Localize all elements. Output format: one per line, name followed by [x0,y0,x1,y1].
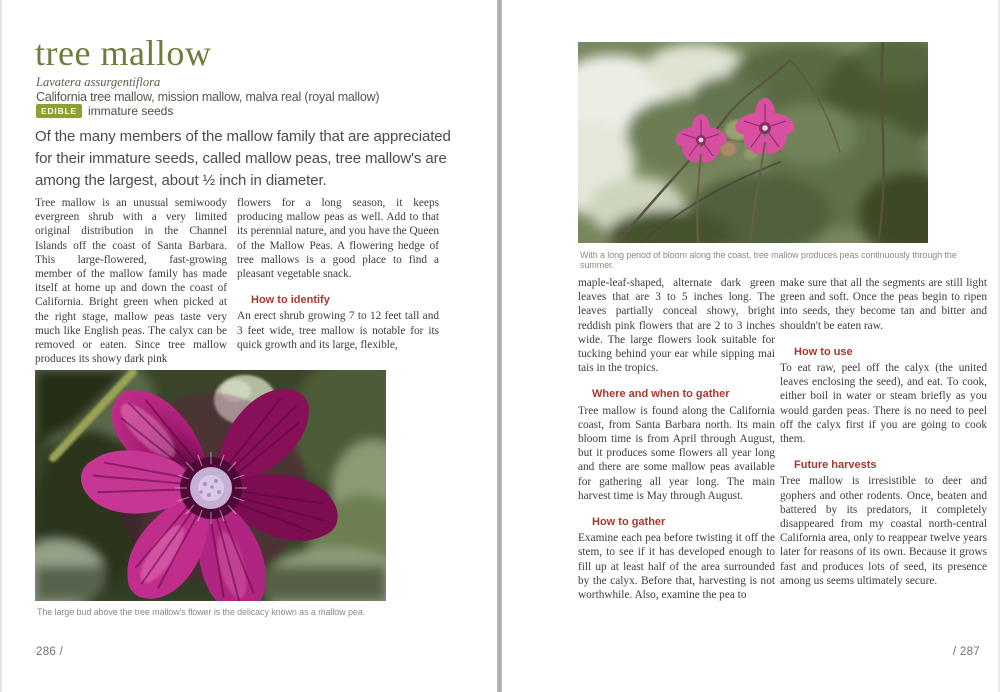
left-page-column-2 [237,196,439,352]
left-photo-caption: The large bud above the tree mallow's flower is the delicacy known as a mallow pea. [37,607,366,617]
section-heading-how-to-use: How to use [794,345,853,358]
section-heading-future-harvests: Future harvests [794,459,877,472]
page-title: tree mallow [35,33,212,73]
right-photo-caption: With a long period of bloom along the coast, tree mallow produces peas continuously through the summer. [580,250,957,270]
body-paragraph: flowers for a long season, it keeps producing mallow peas as well. Add to that its perennial nature, and you have the Queen of the Mallow Peas. A flowering hedge of tree mallows is a good place to find a pleasant vegetable snack. [237,197,439,281]
edible-badge: EDIBLE [36,104,82,118]
shrub-illustration [578,42,928,243]
section-heading-how-to-gather: How to gather [592,516,666,529]
intro-paragraph: Of the many members of the mallow family that are appreciated for their immature seeds, called mallow peas, tree mallow's are among the largest, about ½ inch in diameter. [35,128,451,189]
section-heading-how-to-identify: How to identify [251,294,330,307]
body-paragraph: make sure that all the segments are still light green and soft. Once the peas begin to ripen into seeds, they become tan and bitter and shouldn't be eaten raw. [780,277,987,332]
section-heading-where-when-to-gather: Where and when to gather [592,388,730,401]
body-paragraph: Tree mallow is found along the California coast, from Santa Barbara north. Its main bloom time is from April through August, but it produces some flowers all year long and there are some mallow peas available for gathering all year long. The main harvest time is May through August. [578,404,775,502]
right-page-number: / 287 [952,646,980,658]
left-page-number: 286 / [36,646,64,658]
left-page-column-1 [35,196,227,366]
body-paragraph: maple-leaf-shaped, alternate dark green leaves that are 3 to 5 inches long. The leaves partially conceal showy, bright reddish pink flowers that are 2 to 3 inches wide. The large flowers look suitable for tucking behind your ear while sipping mai tais in the tropics. [578,277,775,375]
edible-parts: immature seeds [87,104,174,118]
body-paragraph: Tree mallow is irresistible to deer and gophers and other rodents. Once, beaten and battered by its predators, it completely disappeared from my coastal north-central California area, only to reappear twelve years later for reasons of its own. Because it grows fast and produces lots of seed, its presence among us seems ultimately secure. [780,475,987,587]
page-edge-left [0,0,2,692]
body-paragraph: Examine each pea before twisting it off the stem, to see if it has developed enough to fill up at least half of the area surrounded by the calyx. Before that, harvesting is not worthwhile. Also, examine the pea to [578,532,775,602]
common-names: California tree mallow, mission mallow, malva real (royal mallow) [36,90,380,104]
book-spine-divider [497,0,502,692]
body-paragraph: An erect shrub growing 7 to 12 feet tall and 3 feet wide, tree mallow is notable for its quick growth and its large, flexible, [237,310,439,351]
body-paragraph: To eat raw, peel off the calyx (the united leaves enclosing the seed), and eat. To cook, either boil in water or steam briefly as you would garden peas. There is no need to peel off the calyx first if you are going to cook them. [780,362,987,446]
right-page-column-2 [780,276,987,588]
right-page-column-1 [578,276,775,602]
flower-closeup-photo [35,370,386,601]
body-paragraph: Tree mallow is an unusual semiwoody evergreen shrub with a very limited original distribution in the Channel Islands off the coast of Santa Barbara. This large-flowered, fast-growing member of the mallow family has made itself at home up and down the coast of California. Bright green when picked at the right stage, mallow peas taste very much like English peas. The calyx can be removed or eaten. Since tree mallow produces its showy dark pink [35,197,227,366]
latin-name: Lavatera assurgentiflora [36,75,161,89]
shrub-photo [578,42,928,243]
flower-closeup-illustration [35,370,386,601]
